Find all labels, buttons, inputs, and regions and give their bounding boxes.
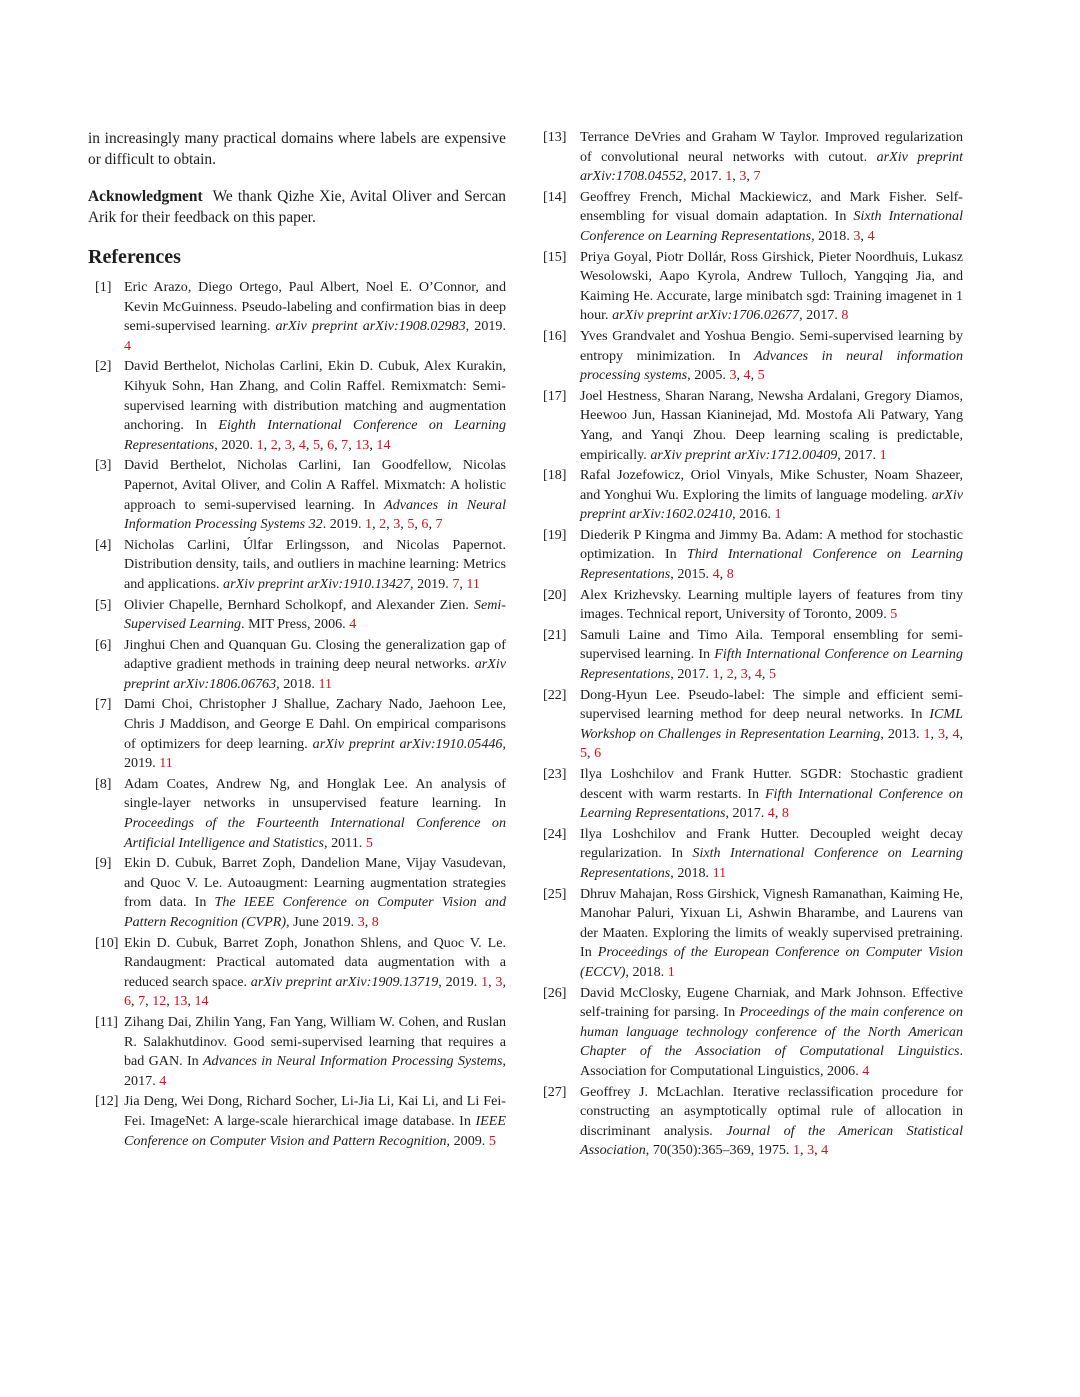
reference-text: . MIT Press, 2006.: [241, 616, 346, 633]
page-backref-link[interactable]: 13: [355, 436, 370, 453]
reference-text: , 2018.: [276, 675, 315, 692]
page-backref-link[interactable]: 7: [452, 575, 460, 592]
reference-number: [11]: [95, 1013, 118, 1030]
page-backref-link[interactable]: 3: [357, 914, 365, 930]
page-backref-link[interactable]: 8: [371, 914, 379, 930]
page-backref-link[interactable]: 2: [379, 516, 387, 533]
page-backref-link[interactable]: 1: [792, 1142, 801, 1159]
reference-text: Ilya Loshchilov and Frank Hutter. Decoupled weight decay regularization. In: [580, 825, 963, 862]
reference-text: , 2019.: [438, 973, 478, 990]
reference-text: , 2017.: [837, 446, 877, 463]
page-backref-link[interactable]: 13: [173, 993, 188, 1010]
reference-number: [2]: [95, 358, 112, 375]
reference-number: [25]: [543, 885, 567, 902]
reference-venue: Advances in Neural Information Processing Systems 32: [124, 496, 506, 533]
reference-item: [543, 686, 963, 764]
reference-number: [12]: [95, 1093, 119, 1110]
reference-number: [6]: [95, 636, 112, 653]
page-backref-link[interactable]: 4: [767, 805, 775, 822]
reference-venue: arXiv preprint arXiv:1708.04552: [580, 148, 964, 185]
page-backref-link[interactable]: 11: [159, 755, 173, 772]
page-backref-link[interactable]: 11: [466, 575, 480, 592]
acknowledgment-text: We thank Qizhe Xie, Avital Oliver and Sercan Arik for their feedback on this paper.: [88, 188, 506, 226]
backref-links: 7, 11: [452, 575, 480, 592]
page-backref-link[interactable]: 5: [488, 1132, 496, 1149]
page-backref-link[interactable]: 5: [365, 834, 373, 851]
reference-venue: Eighth International Conference on Learning Representations: [124, 417, 506, 453]
backref-links: [366, 835, 373, 851]
reference-text: , 2016.: [732, 506, 771, 523]
reference-text: , 2017.: [725, 805, 765, 822]
reference-text: Yves Grandvalet and Yoshua Bengio. Semi-supervised learning by entropy minimization. In: [580, 327, 963, 364]
page-backref-link[interactable]: 8: [841, 307, 849, 324]
reference-item: [88, 278, 506, 356]
reference-venue: arXiv preprint arXiv:1806.06763: [124, 656, 506, 692]
reference-item: [543, 188, 963, 247]
reference-text: Samuli Laine and Timo Aila. Temporal ensembling for semi-supervised learning. In: [580, 626, 963, 663]
page-backref-link[interactable]: 2: [726, 666, 734, 683]
page-backref-link[interactable]: 5: [768, 666, 777, 683]
reference-item: [88, 1013, 506, 1091]
backref-links: 1, 3, 4: [792, 1142, 829, 1159]
backref-links: [713, 865, 727, 881]
reference-number: [9]: [95, 855, 112, 872]
reference-text: David Berthelot, Nicholas Carlini, Ekin D. Cubuk, Alex Kurakin, Kihyuk Sohn, Han Zhang, and Colin Raffel. Remixmatch: Semi-supervised learning with distribution matching and augmentation anchoring. In: [124, 358, 506, 434]
reference-text: , June 2019.: [286, 914, 355, 930]
backref-links: 1, 2, 3, 4, 5: [712, 666, 777, 683]
page-backref-link[interactable]: 8: [781, 805, 789, 822]
reference-text: Geoffrey J. McLachlan. Iterative reclassification procedure for constructing an asymptotically optimal rule of allocation in discriminant analysis.: [580, 1083, 963, 1139]
reference-number: [22]: [543, 686, 567, 703]
reference-item: [543, 387, 963, 465]
reference-text: , 2013.: [880, 725, 920, 742]
page-backref-link[interactable]: 1: [365, 516, 373, 533]
reference-venue: Advances in Neural Information Processing Systems: [202, 1053, 503, 1070]
reference-venue: IEEE Conference on Computer Vision and Pattern Recognition: [124, 1112, 506, 1149]
page-backref-link[interactable]: 3: [729, 367, 737, 384]
page-backref-link[interactable]: 4: [821, 1142, 829, 1159]
page-backref-link[interactable]: 3: [853, 227, 861, 244]
reference-item: [543, 765, 963, 824]
page-backref-link[interactable]: 1: [879, 446, 887, 463]
page-backref-link[interactable]: 6: [327, 436, 335, 453]
page-backref-link[interactable]: 1: [923, 725, 931, 742]
reference-text: Terrance DeVries and Graham W Taylor. Improved regularization of convolutional neural networks with cutout.: [580, 129, 963, 165]
page-backref-link[interactable]: 2: [270, 436, 278, 453]
reference-venue: Proceedings of the main conference on human language technology conference of the North American Chapter of the Association of Computational Linguistics: [580, 1004, 963, 1060]
reference-text: , 2020.: [214, 436, 254, 453]
page-backref-link[interactable]: 3: [807, 1142, 815, 1159]
reference-venue: arXiv preprint arXiv:1602.02410: [580, 486, 963, 523]
reference-text: David McClosky, Eugene Charniak, and Mark Johnson. Effective self-training for parsing. In: [580, 984, 963, 1021]
backref-links: 3, 4, 5: [729, 367, 765, 384]
reference-text: , 2017.: [670, 666, 710, 683]
reference-text: Geoffrey French, Michal Mackiewicz, and Mark Fisher. Self-ensembling for visual domain adaptation. In: [580, 188, 963, 225]
backref-links: 1, 2, 3, 5, 6, 7: [365, 516, 443, 533]
reference-venue: The IEEE Conference on Computer Vision and Pattern Recognition (CVPR): [124, 894, 506, 930]
reference-text: , 2009.: [446, 1132, 486, 1149]
page-backref-link[interactable]: 5: [407, 516, 415, 533]
reference-text: , 2017.: [124, 1053, 507, 1089]
reference-text: Dong-Hyun Lee. Pseudo-label: The simple and efficient semi-supervised learning method for deep neural networks. In: [580, 686, 963, 723]
page-backref-link[interactable]: 3: [393, 516, 401, 533]
page-backref-link[interactable]: 4: [349, 616, 357, 633]
reference-text: Dami Choi, Christopher J Shallue, Zachary Nado, Jaehoon Lee, Chris J Maddison, and George E Dahl. On empirical comparisons of optimizers for deep learning.: [124, 696, 506, 752]
reference-text: , 2019.: [465, 318, 506, 335]
page-backref-link[interactable]: 1: [667, 963, 675, 980]
reference-item: [88, 1092, 506, 1151]
backref-links: [489, 1133, 496, 1149]
reference-number: [20]: [543, 586, 567, 603]
reference-item: [88, 695, 506, 773]
backref-links: [124, 338, 131, 354]
reference-number: [27]: [543, 1083, 567, 1100]
page-backref-link[interactable]: 5: [890, 606, 898, 623]
reference-text: . Association for Computational Linguistics, 2006.: [580, 1043, 963, 1079]
page-backref-link[interactable]: 12: [152, 993, 167, 1010]
reference-venue: Advances in neural information processing systems: [580, 347, 963, 384]
reference-item: [543, 984, 963, 1082]
backref-links: [774, 506, 781, 522]
reference-text: Zihang Dai, Zhilin Yang, Fan Yang, William W. Cohen, and Ruslan R. Salakhutdinov. Good semi-supervised learning that requires a bad GAN. In: [124, 1013, 506, 1070]
reference-text: Olivier Chapelle, Bernhard Scholkopf, and Alexander Zien.: [124, 596, 474, 613]
reference-venue: Proceedings of the European Conference on Computer Vision (ECCV): [580, 944, 963, 980]
page-backref-link[interactable]: 1: [712, 666, 720, 683]
reference-number: [17]: [543, 387, 567, 404]
reference-text: Ilya Loshchilov and Frank Hutter. SGDR: Stochastic gradient descent with warm restarts. In: [580, 766, 963, 802]
reference-number: [15]: [543, 248, 567, 265]
backref-links: [159, 1073, 166, 1089]
reference-item: [88, 596, 506, 635]
backref-links: 1, 3, 4, 5, 6: [580, 725, 964, 762]
reference-number: [7]: [95, 696, 112, 713]
reference-venue: Fifth International Conference on Learning Representations: [580, 785, 963, 822]
acknowledgment-paragraph: [88, 186, 506, 228]
page-backref-link[interactable]: 5: [580, 745, 588, 762]
reference-text: Ekin D. Cubuk, Barret Zoph, Jonathon Shlens, and Quoc V. Le. Randaugment: Practical automated data augmentation with a reduced search space.: [124, 934, 506, 990]
page-backref-link[interactable]: 4: [743, 367, 751, 384]
reference-list-right: [543, 128, 963, 1161]
reference-text: , 2019.: [124, 735, 506, 772]
backref-links: [880, 447, 887, 463]
reference-number: [1]: [95, 279, 112, 295]
reference-text: , 2015.: [670, 566, 710, 583]
reference-number: [19]: [543, 526, 567, 543]
page-backref-link[interactable]: 4: [952, 725, 960, 742]
reference-item: [88, 636, 506, 695]
left-column: [88, 128, 506, 1152]
reference-item: [88, 934, 506, 1012]
page-backref-link[interactable]: 1: [256, 436, 264, 453]
reference-number: [10]: [95, 934, 119, 951]
reference-text: Eric Arazo, Diego Ortego, Paul Albert, Noel E. O’Connor, and Kevin McGuinness. Pseudo-labeling and confirmation bias in deep semi-supervised learning.: [124, 279, 506, 335]
reference-text: , 2017.: [682, 168, 722, 185]
intro-paragraph: in increasingly many practical domains where labels are expensive or difficult to obtain.: [88, 130, 506, 168]
page-backref-link[interactable]: 6: [124, 993, 132, 1010]
reference-item: [543, 885, 963, 983]
backref-links: 1, 2, 3, 4, 5, 6, 7, 13, 14: [256, 436, 391, 453]
reference-venue: ICML Workshop on Challenges in Representation Learning: [580, 706, 963, 742]
page-backref-link[interactable]: 7: [435, 516, 443, 533]
backref-links: 3, 8: [357, 914, 379, 930]
page-backref-link[interactable]: 5: [312, 436, 321, 453]
backref-links: 1, 3, 6, 7, 12, 13, 14: [124, 973, 506, 1010]
reference-number: [3]: [95, 457, 112, 474]
reference-number: [21]: [543, 626, 567, 643]
reference-item: [88, 357, 506, 455]
page-backref-link[interactable]: 4: [862, 1062, 870, 1079]
page-backref-link[interactable]: 4: [754, 666, 762, 683]
page-backref-link[interactable]: 5: [757, 367, 765, 384]
backref-links: [668, 964, 675, 980]
reference-item: [543, 626, 963, 685]
reference-number: [4]: [95, 536, 112, 553]
page-backref-link[interactable]: 11: [318, 675, 333, 692]
reference-text: Ekin D. Cubuk, Barret Zoph, Dandelion Mane, Vijay Vasudevan, and Quoc V. Le. Autoaugment: Learning augmentation strategies from data. In: [124, 855, 506, 911]
reference-text: , 2019.: [410, 575, 449, 592]
reference-text: Priya Goyal, Piotr Dollár, Ross Girshick, Pieter Noordhuis, Lukasz Wesolowski, Aapo Kyrola, Andrew Tulloch, Yangqing Jia, and Kaiming He. Accurate, large minibatch sgd: Training imagenet in 1 hour.: [580, 248, 963, 324]
reference-number: [23]: [543, 766, 567, 782]
reference-item: [88, 854, 506, 932]
page-backref-link[interactable]: 4: [867, 227, 875, 244]
reference-venue: arXiv preprint arXiv:1909.13719: [250, 973, 439, 990]
reference-text: David Berthelot, Nicholas Carlini, Ian Goodfellow, Nicolas Papernot, Avital Oliver, and Colin A Raffel. Mixmatch: A holistic approach to semi-supervised learning. In: [124, 457, 506, 513]
reference-item: [543, 466, 963, 525]
reference-venue: Proceedings of the Fourteenth International Conference on Artificial Intelligence and Statistics: [124, 815, 506, 851]
reference-text: Rafal Jozefowicz, Oriol Vinyals, Mike Schuster, Noam Shazeer, and Yonghui Wu. Exploring the limits of language modeling.: [580, 467, 963, 503]
page-backref-link[interactable]: 3: [739, 168, 747, 185]
backref-links: [318, 676, 332, 692]
reference-venue: arXiv preprint arXiv:1910.05446: [312, 735, 503, 752]
reference-text: Alex Krizhevsky. Learning multiple layers of features from tiny images. Technical report, University of Toronto, 2009.: [580, 586, 963, 623]
reference-number: [14]: [543, 188, 567, 205]
page-backref-link[interactable]: 7: [138, 993, 146, 1010]
reference-text: Adam Coates, Andrew Ng, and Honglak Lee. An analysis of single-layer networks in unsupervised feature learning. In: [124, 775, 506, 812]
reference-venue: Sixth International Conference on Learning Representations: [580, 845, 963, 881]
page-backref-link[interactable]: 11: [712, 864, 727, 881]
page-backref-link[interactable]: 14: [376, 436, 391, 453]
reference-venue: Semi-Supervised Learning: [124, 596, 506, 633]
backref-links: [890, 606, 897, 622]
page-backref-link[interactable]: 1: [774, 506, 782, 523]
reference-text: , 2018.: [811, 227, 850, 244]
reference-list-left: [88, 278, 506, 1151]
reference-venue: Third International Conference on Learning Representations: [580, 546, 963, 583]
backref-links: 1, 3, 7: [725, 168, 761, 185]
reference-item: [543, 1083, 963, 1161]
reference-item: [88, 536, 506, 595]
reference-number: [5]: [95, 596, 112, 613]
reference-text: , 2018.: [625, 963, 665, 980]
reference-text: Jia Deng, Wei Dong, Richard Socher, Li-Jia Li, Kai Li, and Li Fei-Fei. ImageNet: A large-scale hierarchical image database. In: [124, 1093, 506, 1129]
page-backref-link[interactable]: 3: [495, 973, 503, 990]
reference-item: [543, 526, 963, 585]
reference-text: Nicholas Carlini, Úlfar Erlingsson, and Nicolas Papernot. Distribution density, tails, and outliers in machine learning: Metrics and applications.: [124, 536, 506, 592]
backref-links: [841, 307, 848, 323]
reference-number: [13]: [543, 129, 567, 145]
reference-number: [24]: [543, 825, 567, 842]
reference-text: Joel Hestness, Sharan Narang, Newsha Ardalani, Gregory Diamos, Heewoo Jun, Hassan Kianinejad, Md. Mostofa Ali Patwary, Yang Yang, and Yanqi Zhou. Deep learning scaling is predictable, empirically.: [580, 387, 963, 463]
page-backref-link[interactable]: 4: [124, 337, 132, 354]
reference-number: [26]: [543, 984, 567, 1001]
acknowledgment-heading: Acknowledgment: [88, 188, 203, 205]
references-heading: References: [88, 246, 181, 268]
page-backref-link[interactable]: 4: [159, 1072, 167, 1089]
reference-venue: arXiv preprint arXiv:1910.13427: [223, 575, 411, 592]
backref-links: [349, 616, 356, 632]
reference-item: [543, 248, 963, 326]
reference-venue: Journal of the American Statistical Association: [580, 1122, 963, 1159]
reference-venue: arXiv preprint arXiv:1706.02677: [612, 307, 800, 324]
reference-venue: arXiv preprint arXiv:1908.02983: [275, 318, 466, 335]
reference-item: [543, 825, 963, 884]
page-backref-link[interactable]: 7: [753, 168, 761, 185]
reference-text: , 2011.: [324, 834, 363, 851]
reference-number: [8]: [95, 775, 112, 792]
reference-number: [18]: [543, 467, 567, 484]
reference-item: [543, 327, 963, 386]
reference-text: , 2017.: [799, 307, 838, 324]
reference-text: Dhruv Mahajan, Ross Girshick, Vignesh Ramanathan, Kaiming He, Manohar Paluri, Yixuan Li, Ashwin Bharambe, and Laurens van der Maaten. Exploring the limits of weakly supervised pretraining. In: [580, 885, 963, 961]
page-backref-link[interactable]: 6: [594, 745, 602, 762]
reference-text: Diederik P Kingma and Jimmy Ba. Adam: A method for stochastic optimization. In: [580, 526, 963, 563]
reference-item: [88, 456, 506, 534]
page-backref-link[interactable]: 3: [284, 436, 292, 453]
page-backref-link[interactable]: 4: [298, 436, 306, 453]
page-backref-link[interactable]: 3: [937, 725, 945, 742]
reference-venue: Sixth International Conference on Learning Representations: [580, 208, 963, 244]
page-backref-link[interactable]: 1: [725, 168, 733, 185]
page-backref-link[interactable]: 3: [740, 666, 748, 683]
page-backref-link[interactable]: 1: [481, 973, 489, 990]
reference-venue: arXiv preprint arXiv:1712.00409: [650, 446, 838, 463]
backref-links: 4, 8: [712, 566, 734, 583]
page-backref-link[interactable]: 14: [194, 993, 209, 1010]
backref-links: 4, 8: [767, 805, 789, 822]
backref-links: [862, 1063, 869, 1079]
reference-text: . 2019.: [322, 516, 362, 533]
right-column: [543, 128, 963, 1162]
reference-number: [16]: [543, 327, 567, 344]
reference-text: , 70(350):365–369, 1975.: [645, 1142, 790, 1159]
backref-links: 3, 4: [853, 227, 875, 244]
reference-text: Jinghui Chen and Quanquan Gu. Closing the generalization gap of adaptive gradient methods in training deep neural networks.: [124, 636, 506, 673]
reference-text: , 2018.: [670, 864, 710, 881]
page-backref-link[interactable]: 7: [341, 436, 349, 453]
reference-venue: Fifth International Conference on Learning Representations: [580, 646, 963, 683]
reference-item: [543, 128, 963, 187]
reference-item: [88, 775, 506, 853]
reference-item: [543, 586, 963, 625]
backref-links: [159, 755, 173, 771]
page-backref-link[interactable]: 8: [726, 566, 734, 583]
page-backref-link[interactable]: 4: [712, 566, 720, 583]
page-backref-link[interactable]: 6: [421, 516, 429, 533]
reference-text: , 2005.: [687, 367, 726, 384]
